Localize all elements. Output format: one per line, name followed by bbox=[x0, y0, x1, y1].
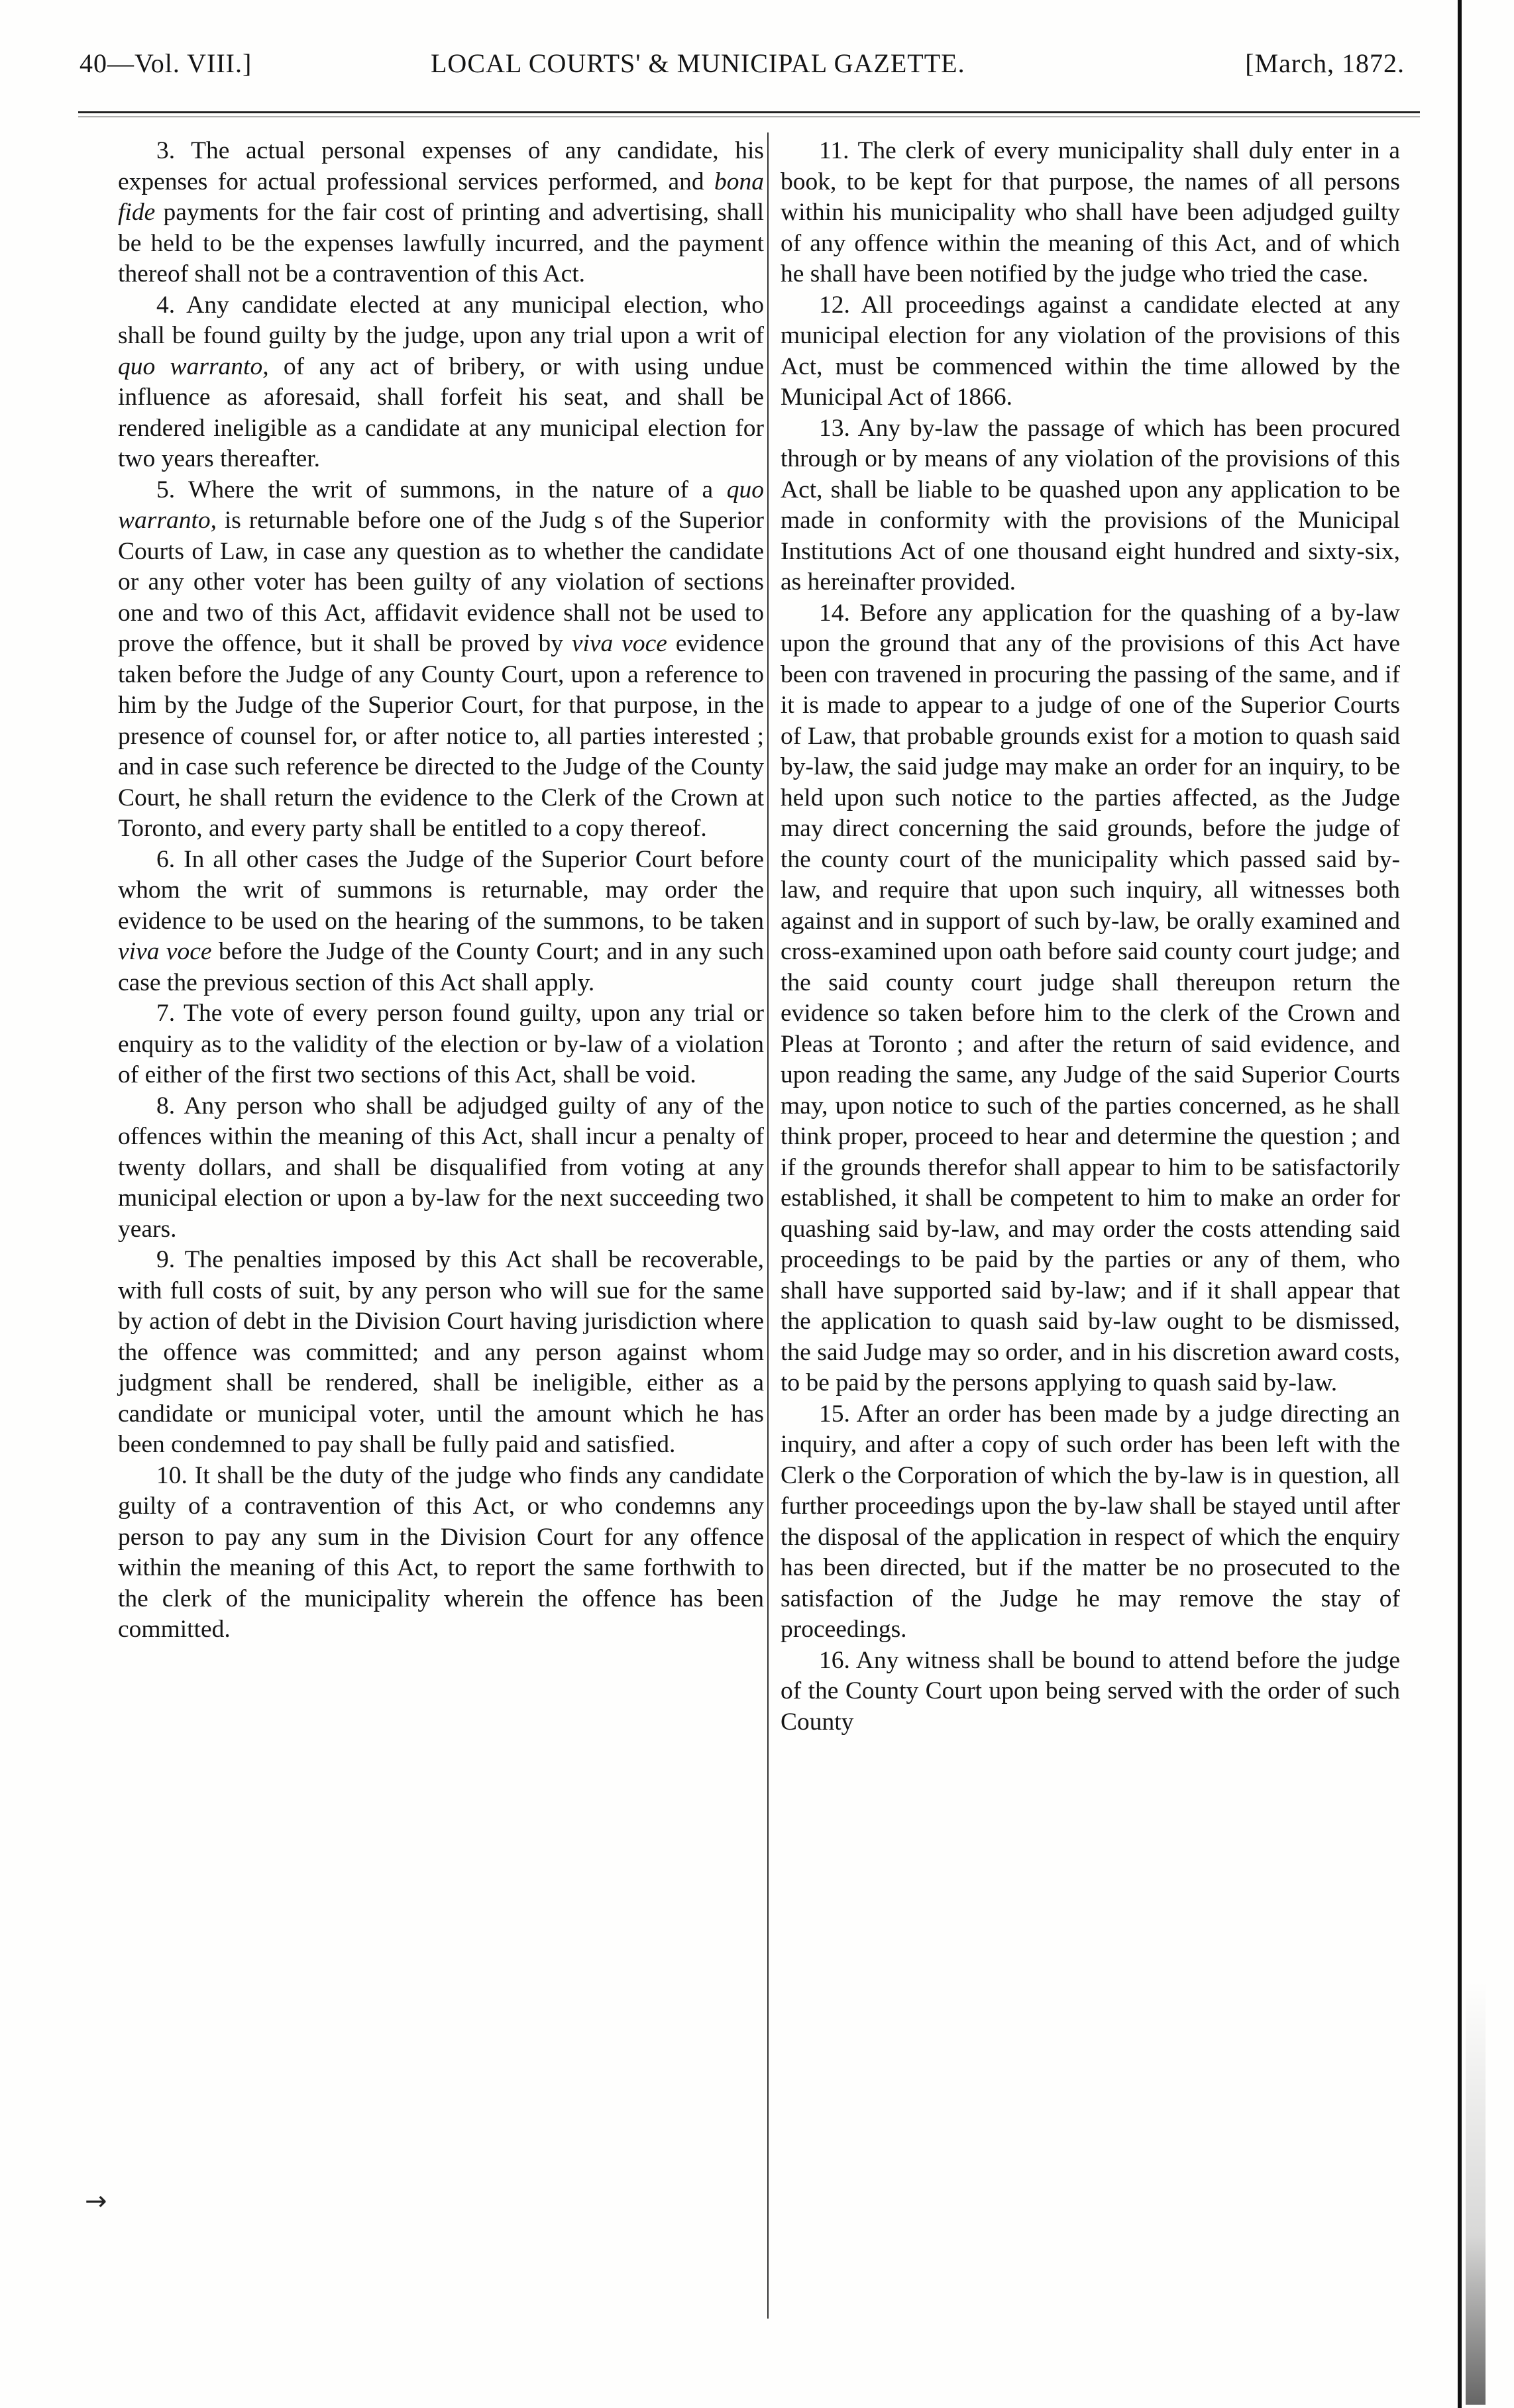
section-16: 16. Any witness shall be bound to attend before the judge of the County Court upon being served with the order of such County bbox=[781, 1646, 1400, 1736]
section-14: 14. Before any application for the quashing of a by-law upon the ground that any of the provisions of this Act have been con travened in procuring the passing of the same, and if it is made to appear to a judge of one of the Superior Courts of Law, that probable grounds exist for a motion to quash said by-law, the said judge may make an order for an inquiry, to be held upon such notice to the parties affected, as the Judge may direct concerning the said grounds, before the judge of the county court of the municipality which passed said by-law, and require that upon such inquiry, all witnesses both against and in support of such by-law, be orally examined and cross-examined upon oath before said county court judge; and the said county court judge shall thereupon return the evidence so taken before him to the clerk of the Crown and Pleas at Toronto ; and after the return of said evidence, and upon reading the same, any Judge of the said Superior Courts may, upon notice to such of the parties concerned, as he shall think proper, proceed to hear and determine the question ; and if the grounds therefor shall appear to him to be satisfactorily established, it shall be competent to him to make an order for quashing said by-law, and may order the costs attending said proceedings to be paid by the parties or any of them, who shall have supported said by-law; and if it shall appear that the application to quash said by-law ought to be dismissed, the said Judge may so order, and in his discretion award costs, to be paid by the persons applying to quash said by-law. bbox=[781, 599, 1400, 1396]
left-column bbox=[118, 136, 764, 1646]
running-header bbox=[80, 48, 1405, 94]
page-edge-line bbox=[1458, 0, 1462, 2408]
header-volume: 40—Vol. VIII.] bbox=[80, 48, 252, 78]
header-rule bbox=[78, 111, 1420, 117]
column-divider bbox=[767, 132, 769, 2319]
section-8: 8. Any person who shall be adjudged guilty of any of the offences within the meaning of this Act, shall incur a penalty of twenty dollars, and shall be disqualified from voting at any municipal election or upon a by-law for the next succeeding two years. bbox=[118, 1092, 764, 1243]
page-edge-shadow bbox=[1466, 1981, 1486, 2405]
section-3: 3. The actual personal expenses of any candidate, his expenses for actual professional services performed, and bona fide payments for the fair cost of printing and advertising, shall be held to be the expenses lawfully incurred, and the payment thereof shall not be a contravention of this Act. bbox=[118, 137, 764, 288]
section-7: 7. The vote of every person found guilty, upon any trial or enquiry as to the validity of the election or by-law of a violation of either of the first two sections of this Act, shall be void. bbox=[118, 1000, 764, 1088]
section-11: 11. The clerk of every municipality shall duly enter in a book, to be kept for that purpose, the names of all persons within his municipality who shall have been adjudged guilty of any offence within the meaning of this Act, and of which he shall have been notified by the judge who tried the case. bbox=[781, 137, 1400, 288]
section-6: 6. In all other cases the Judge of the Superior Court before whom the writ of summons is returnable, may order the evidence to be used on the hearing of the summons, to be taken viva voce before the Judge of the County Court; and in any such case the previous section of this Act shall apply. bbox=[118, 845, 764, 996]
margin-arrow-icon: → bbox=[85, 2186, 107, 2217]
right-column bbox=[781, 136, 1400, 1738]
section-15: 15. After an order has been made by a judge directing an inquiry, and after a copy of such order has been left with the Clerk o the Corporation of which the by-law is in question, all further proceedings upon the by-law shall be stayed until after the disposal of the application in respect of which the enquiry has been directed, but if the matter be no prosecuted to the satisfaction of the Judge he may remove the stay of proceedings. bbox=[781, 1400, 1400, 1643]
section-9: 9. The penalties imposed by this Act shall be recoverable, with full costs of suit, by any person who will sue for the same by action of debt in the Division Court having jurisdiction where the offence was committed; and any person against whom judgment shall be rendered, shall be ineligible, either as a candidate or municipal voter, until the amount which he has been condemned to pay shall be fully paid and satisfied. bbox=[118, 1246, 764, 1458]
section-4: 4. Any candidate elected at any municipal election, who shall be found guilty by the judge, upon any trial upon a writ of quo warranto, of any act of bribery, or with using undue influence as aforesaid, shall forfeit his seat, and shall be rendered ineligible as a candidate at any municipal election for two years thereafter. bbox=[118, 291, 764, 472]
section-10: 10. It shall be the duty of the judge who finds any candidate guilty of a contravention of this Act, or who condemns any person to pay any sum in the Division Court for any offence within the meaning of this Act, to report the same forthwith to the clerk of the municipality wherein the offence has been committed. bbox=[118, 1461, 764, 1643]
section-13: 13. Any by-law the passage of which has been procured through or by means of any violation of the provisions of this Act, shall be liable to be quashed upon any application to be made in conformity with the provisions of the Municipal Institutions Act of one thousand eight hundred and sixty-six, as hereinafter provided. bbox=[781, 414, 1400, 596]
section-5: 5. Where the writ of summons, in the nature of a quo warranto, is returnable before one of the Judg s of the Superior Courts of Law, in case any question as to whether the candidate or any other voter has been guilty of any violation of sections one and two of this Act, affidavit evidence shall not be used to prove the offence, but it shall be proved by viva voce evidence taken before the Judge of any County Court, upon a reference to him by the Judge of the Superior Court, for that purpose, in the presence of counsel for, or after notice to, all parties interested ; and in case such reference be directed to the Judge of the County Court, he shall return the evidence to the Clerk of the Crown at Toronto, and every party shall be entitled to a copy thereof. bbox=[118, 476, 765, 842]
section-12: 12. All proceedings against a candidate elected at any municipal election for any violation of the provisions of this Act, must be commenced within the time allowed by the Municipal Act of 1866. bbox=[781, 291, 1400, 411]
header-title: LOCAL COURTS' & MUNICIPAL GAZETTE. bbox=[431, 48, 965, 78]
header-date: [March, 1872. bbox=[1245, 48, 1405, 78]
